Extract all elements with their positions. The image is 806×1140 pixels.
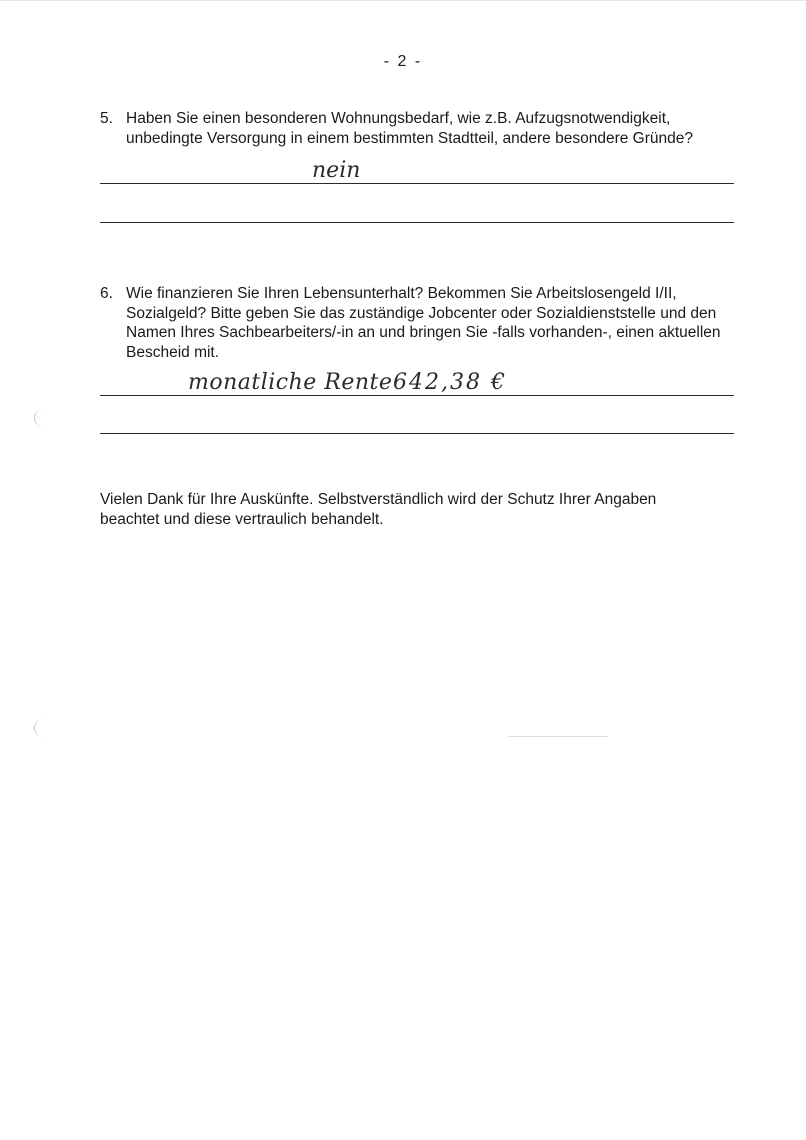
question-5-text: Haben Sie einen besonderen Wohnungsbedarf, wie z.B. Aufzugsnotwendigkeit, unbedingte Versorgung in einem bestimmten Stadtteil, andere besondere Gründe? xyxy=(126,110,693,147)
page-number: - 2 - xyxy=(383,53,423,70)
question-6-text: Wie finanzieren Sie Ihren Lebensunterhalt? Bekommen Sie Arbeitslosengeld I/II, Sozialgeld? Bitte geben Sie das zuständige Jobcenter oder Sozialdienststelle und den Namen Ihres Sachbearbeiters/-in an und bringen Sie -falls vorhanden-, einen aktuellen Bescheid mit. xyxy=(126,285,721,361)
punch-hole-mark xyxy=(34,409,45,427)
question-5-handwritten-answer: nein xyxy=(312,158,361,183)
question-6-answer-line-1 xyxy=(100,395,734,396)
closing-note: Vielen Dank für Ihre Auskünfte. Selbstverständlich wird der Schutz Ihrer Angaben beachtet und diese vertraulich behandelt. xyxy=(100,491,657,528)
page-top-edge xyxy=(0,0,806,1)
question-5-answer-line-1 xyxy=(100,183,734,184)
punch-hole-mark xyxy=(34,719,45,737)
faint-scan-line xyxy=(508,736,608,737)
question-6-number: 6. xyxy=(100,285,113,302)
question-5-answer-line-2 xyxy=(100,222,734,223)
question-6-handwritten-answer-label: monatliche Rente xyxy=(188,370,393,395)
question-5 xyxy=(100,109,740,148)
question-6-handwritten-answer-amount: 642,38 € xyxy=(393,370,507,395)
question-5-number: 5. xyxy=(100,110,113,127)
question-6 xyxy=(100,284,740,362)
question-6-answer-line-2 xyxy=(100,433,734,434)
